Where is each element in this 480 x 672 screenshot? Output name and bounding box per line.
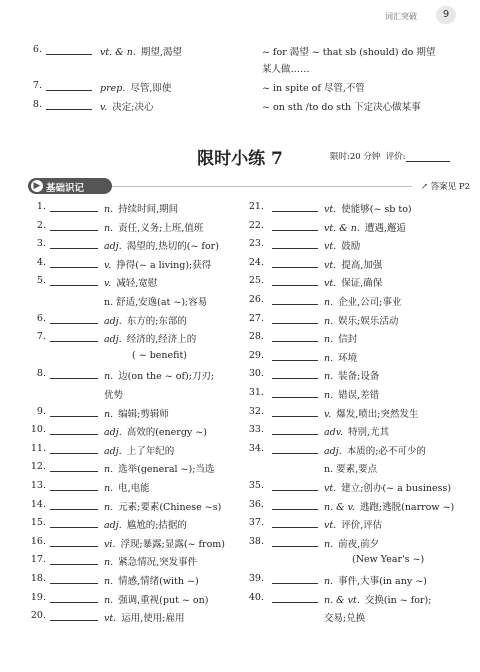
score-blank[interactable] (406, 152, 450, 162)
item-definition (104, 220, 203, 234)
item-meaning: 保证,确保 (341, 278, 383, 290)
answer-blank[interactable] (272, 238, 318, 249)
part-of-speech: n. (104, 501, 114, 513)
item-number: 34. (248, 442, 264, 454)
part-of-speech: adj. (104, 520, 122, 532)
answer-blank[interactable] (50, 368, 98, 379)
answer-blank[interactable] (272, 368, 318, 379)
item-definition (104, 313, 187, 327)
part-of-speech: n. (324, 297, 334, 308)
section-label: 基础识记 (46, 183, 85, 194)
time-limit: 限时:20 分钟 (330, 152, 381, 162)
part-of-speech: adj. (104, 241, 122, 253)
item-number: 36. (248, 498, 264, 510)
answer-blank[interactable] (272, 220, 318, 231)
item-definition (324, 517, 382, 531)
item-definition-cont: ( ~ benefit) (132, 349, 188, 361)
part-of-speech: n. (324, 538, 334, 550)
answer-blank[interactable] (272, 201, 318, 212)
item-meaning: 挣得(~ a living);获得 (116, 259, 212, 271)
item-number: 6. (36, 312, 46, 324)
item-meaning: 提高,加强 (341, 259, 383, 271)
answer-blank[interactable] (272, 480, 318, 491)
part-of-speech: adj. (104, 315, 122, 327)
part-of-speech: n. (324, 315, 334, 327)
item-number: 7. (36, 331, 46, 343)
answer-blank[interactable] (50, 313, 98, 324)
part-of-speech: v. (104, 278, 112, 290)
item-definition (104, 424, 207, 438)
item-number: 32. (248, 405, 264, 417)
answer-blank[interactable] (272, 517, 318, 528)
part-of-speech: n. (104, 576, 114, 587)
item-number: 18. (30, 573, 46, 584)
part-of-speech: vt. & n. (100, 47, 136, 58)
part-of-speech: n. (324, 352, 334, 364)
item-definition (104, 201, 178, 215)
item-number: 26. (248, 294, 264, 305)
part-of-speech: vt. (324, 520, 337, 532)
part-of-speech: n. (104, 408, 114, 420)
part-of-speech: n. & vt. (324, 594, 360, 606)
answer-blank[interactable] (50, 592, 98, 603)
part-of-speech: adj. (104, 427, 122, 439)
answer-blank[interactable] (50, 443, 98, 454)
item-number: 24. (248, 256, 264, 268)
answer-blank[interactable] (50, 499, 98, 510)
item-definition (104, 275, 157, 289)
part-of-speech: n. (104, 483, 114, 494)
item-number: 8. (36, 368, 46, 380)
item-meaning: 本质的;必不可少的 (346, 445, 426, 457)
part-of-speech: n. (324, 334, 334, 346)
item-number: 10. (30, 424, 46, 436)
answer-blank[interactable] (50, 257, 98, 268)
item-definition-cont: 优势 (104, 390, 124, 401)
item-definition (324, 294, 401, 308)
item-meaning: 渴望的,热切的(~ for) (126, 241, 219, 253)
part-of-speech: n. (324, 576, 334, 587)
item-number: 40. (248, 591, 264, 603)
item-number: 19. (30, 591, 46, 603)
item-definition (324, 275, 382, 289)
item-meaning: 边(on the ~ of);刀刃; (118, 371, 215, 383)
item-definition (104, 480, 150, 494)
part-of-speech: prep. (100, 83, 126, 94)
item-number: 25. (248, 275, 264, 287)
item-number: 28. (248, 331, 264, 343)
item-meaning: 责任,义务;上班,值班 (118, 222, 204, 234)
item-meaning: 高效的(energy ~) (126, 427, 207, 439)
item-definition (104, 406, 169, 420)
answer-blank[interactable] (46, 99, 92, 110)
item-number: 39. (248, 573, 264, 584)
answer-blank[interactable] (50, 220, 98, 231)
item-definition (324, 592, 431, 606)
exercise-title: 限时小练 7 (197, 149, 283, 169)
item-number: 30. (248, 368, 264, 380)
item-number: 4. (36, 256, 46, 268)
item-definition (324, 499, 454, 513)
item-number: 33. (248, 424, 264, 436)
section-bar (28, 178, 470, 194)
item-definition (324, 443, 426, 457)
answer-blank[interactable] (272, 275, 318, 286)
item-meaning: 上了年纪的 (126, 445, 175, 457)
item-number: 38. (248, 535, 264, 547)
answer-blank[interactable] (272, 331, 318, 342)
item-number: 23. (248, 238, 264, 250)
item-meaning: 尴尬的;拮据的 (126, 520, 187, 532)
divider (112, 186, 412, 187)
item-number: 9. (36, 405, 46, 417)
item-meaning: 娱乐;娱乐活动 (338, 315, 399, 327)
item-definition (104, 257, 211, 271)
item-meaning: 特别,尤其 (348, 427, 390, 439)
item-number: 29. (248, 349, 264, 361)
part-of-speech: adv. (324, 427, 344, 439)
item-definition (104, 573, 199, 587)
item-number: 16. (30, 535, 46, 547)
item-definition (324, 220, 406, 234)
item-meaning: 编辑;剪辑师 (118, 408, 169, 420)
item-meaning: 选举(general ~);当选 (118, 464, 215, 476)
part-of-speech: adj. (104, 334, 122, 346)
answer-blank[interactable] (272, 350, 318, 361)
answer-blank[interactable] (50, 201, 98, 212)
item-meaning: 期望,渴望 (140, 47, 182, 58)
item-meaning: 情感,情绪(with ~) (118, 576, 199, 587)
part-of-speech: n. (104, 204, 114, 215)
item-meaning: 信封 (338, 334, 358, 346)
answer-blank[interactable] (272, 573, 318, 584)
item-meaning: 交换(in ~ for); (364, 594, 432, 606)
item-meaning: 运用,使用;雇用 (121, 613, 185, 625)
header-label: 词汇突破 (385, 12, 417, 21)
item-definition-cont: n. 舒适,安逸(at ~);容易 (104, 297, 208, 308)
part-of-speech: n. (324, 371, 334, 383)
answer-blank[interactable] (50, 331, 98, 342)
item-meaning: 东方的;东部的 (126, 315, 187, 327)
answer-blank[interactable] (50, 536, 98, 547)
answer-blank[interactable] (46, 44, 92, 55)
item-number: 7. (32, 80, 42, 91)
part-of-speech: adj. (104, 445, 122, 457)
part-of-speech: vi. (104, 538, 116, 550)
item-meaning: 装备;设备 (338, 371, 380, 383)
item-meaning: 逃跑;逃脱(narrow ~) (359, 501, 455, 513)
item-definition-cont: n. 要素,要点 (324, 464, 378, 476)
answer-blank[interactable] (50, 424, 98, 435)
item-definition (324, 368, 379, 382)
item-meaning: 环境 (338, 352, 358, 364)
part-of-speech: n. (104, 371, 114, 383)
part-of-speech: n. (104, 594, 114, 606)
part-of-speech: v. (324, 408, 332, 420)
item-definition (104, 554, 197, 568)
answer-blank[interactable] (50, 610, 98, 621)
part-of-speech: vt. (324, 204, 337, 215)
page-number: 9 (436, 6, 456, 24)
part-of-speech: v. (104, 259, 112, 271)
item-definition-cont: (New Year's ~) (352, 554, 425, 566)
item-meaning: 尽管,即使 (130, 83, 172, 94)
item-number: 8. (32, 99, 42, 110)
item-number: 22. (248, 219, 264, 231)
item-meaning: 爆发,喷出;突然发生 (336, 408, 419, 420)
answer-blank[interactable] (272, 443, 318, 454)
part-of-speech: n. (324, 390, 334, 401)
item-meaning: 电,电能 (118, 483, 150, 494)
answer-blank[interactable] (50, 573, 98, 584)
answer-blank[interactable] (272, 592, 318, 603)
part-of-speech: v. (100, 102, 108, 113)
item-number: 5. (36, 275, 46, 287)
part-of-speech: n. (104, 557, 114, 569)
answer-blank[interactable] (50, 238, 98, 249)
item-meaning: 减轻,宽慰 (116, 278, 158, 290)
item-number: 37. (248, 517, 264, 529)
part-of-speech: n. & v. (324, 501, 355, 513)
item-meaning: 持续时间,期间 (118, 204, 179, 215)
item-definition (324, 257, 382, 271)
item-meaning: 使能够(~ sb to) (341, 204, 412, 215)
arrow-icon: ▶ (31, 180, 43, 192)
answer-blank[interactable] (272, 406, 318, 417)
item-number: 12. (30, 461, 46, 473)
part-of-speech: n. (104, 222, 114, 234)
item-phrase: ~ on sth /to do sth 下定决心做某事 (262, 102, 421, 113)
item-phrase: ~ for 渴望 ~ that sb (should) do 期望 (262, 47, 436, 58)
score-label: 评价: (385, 152, 406, 162)
item-definition (324, 406, 419, 420)
item-meaning: 遭遇,邂逅 (364, 222, 406, 234)
answer-blank[interactable] (272, 294, 318, 305)
answer-blank[interactable] (272, 536, 318, 547)
item-definition (104, 443, 174, 457)
part-of-speech: vt. & n. (324, 222, 360, 234)
item-number: 13. (30, 480, 46, 491)
part-of-speech: vt. (324, 483, 337, 494)
answer-blank[interactable] (272, 424, 318, 435)
answer-blank[interactable] (272, 257, 318, 268)
answer-blank[interactable] (50, 554, 98, 565)
item-number: 35. (248, 480, 264, 491)
item-definition-cont: 交易;兑换 (324, 613, 366, 625)
item-number: 31. (248, 387, 264, 398)
item-definition (324, 331, 357, 345)
item-number: 21. (248, 201, 264, 212)
item-definition (324, 480, 451, 494)
item-number: 27. (248, 312, 264, 324)
part-of-speech: vt. (324, 259, 337, 271)
item-definition (104, 368, 214, 382)
part-of-speech: vt. (104, 613, 117, 625)
item-number: 3. (36, 238, 46, 250)
item-number: 20. (30, 610, 46, 622)
item-number: 2. (36, 219, 46, 231)
answer-blank[interactable] (50, 406, 98, 417)
section-badge (28, 178, 112, 194)
item-definition (104, 610, 184, 624)
item-definition (324, 573, 427, 587)
item-number: 6. (32, 44, 42, 55)
item-definition (324, 313, 398, 327)
item-meaning: 事件,大事(in any ~) (338, 576, 427, 587)
item-number: 15. (30, 517, 46, 529)
item-number: 17. (30, 554, 46, 566)
answer-reference: ↗ 答案见 P2 (420, 182, 470, 192)
item-definition (104, 517, 187, 531)
item-definition (104, 499, 221, 513)
item-number: 14. (30, 498, 46, 510)
answer-blank[interactable] (272, 387, 318, 398)
item-meaning: 鼓励 (341, 241, 361, 253)
item-definition (104, 536, 225, 550)
item-definition (324, 350, 357, 364)
item-meaning: 强调,重视(put ~ on) (118, 594, 209, 606)
part-of-speech: adj. (324, 445, 342, 457)
answer-blank[interactable] (50, 517, 98, 528)
item-phrase-cont: 某人做…… (262, 64, 310, 75)
answer-blank[interactable] (272, 313, 318, 324)
item-meaning: 元素;要素(Chinese ~s) (118, 501, 222, 513)
item-meaning: 评价,评估 (341, 520, 383, 532)
item-definition (324, 424, 389, 438)
item-definition (104, 592, 208, 606)
item-meaning: 建立;创办(~ a business) (341, 483, 452, 494)
item-meaning: 前夜,前夕 (338, 538, 380, 550)
part-of-speech: vt. (324, 278, 337, 290)
answer-blank[interactable] (50, 461, 98, 472)
item-definition (324, 201, 412, 215)
item-definition (324, 238, 360, 252)
item-definition (324, 387, 379, 401)
answer-blank[interactable] (272, 499, 318, 510)
timing-info (330, 150, 450, 162)
item-meaning: 浮现;暴露;显露(~ from) (120, 538, 226, 550)
item-definition (104, 238, 219, 252)
item-meaning: 决定;决心 (112, 102, 154, 113)
item-definition (324, 536, 379, 550)
item-phrase: ~ in spite of 尽管,不管 (262, 83, 365, 94)
item-meaning: 紧急情况,突发事件 (118, 557, 198, 569)
part-of-speech: vt. (324, 241, 337, 253)
item-definition (104, 461, 214, 475)
item-meaning: 经济的,经济上的 (126, 334, 197, 346)
part-of-speech: n. (104, 464, 114, 476)
item-number: 1. (36, 201, 46, 212)
item-definition (104, 331, 196, 345)
answer-blank[interactable] (50, 480, 98, 491)
item-meaning: 错误,差错 (338, 390, 380, 401)
item-meaning: 企业,公司;事业 (338, 297, 402, 308)
item-number: 11. (30, 442, 46, 454)
answer-blank[interactable] (46, 80, 92, 91)
answer-blank[interactable] (50, 275, 98, 286)
